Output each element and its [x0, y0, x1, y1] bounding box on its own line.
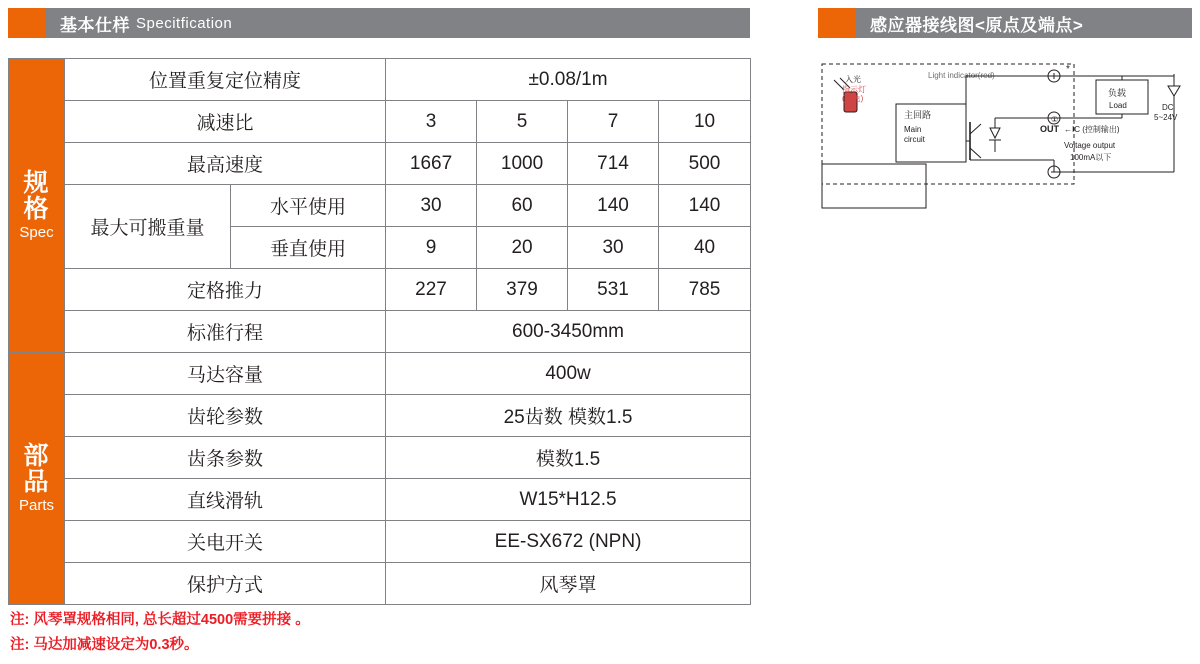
- row-label: 位置重复定位精度: [65, 59, 386, 101]
- specification-table: [8, 58, 751, 605]
- table-row: [9, 563, 751, 605]
- spec-header-title-cn: 基本仕样: [60, 15, 130, 35]
- row-value: EE-SX672 (NPN): [386, 521, 751, 563]
- row-label: 齿轮参数: [65, 395, 386, 437]
- row-value-cell: 30: [568, 227, 659, 269]
- table-row: [9, 185, 751, 227]
- side-label-parts: [9, 353, 65, 605]
- row-value-cell: 785: [659, 269, 751, 311]
- row-value-cell: 714: [568, 143, 659, 185]
- row-value-cell: 20: [477, 227, 568, 269]
- side-label-parts-cn: 部品: [23, 442, 50, 497]
- table-row: [9, 395, 751, 437]
- row-value-cell: 531: [568, 269, 659, 311]
- table-row: [9, 59, 751, 101]
- row-value-cell: 40: [659, 227, 751, 269]
- row-label: 齿条参数: [65, 437, 386, 479]
- row-label: 最高速度: [65, 143, 386, 185]
- wiring-section-header: [818, 8, 1192, 38]
- row-value-cell: 10: [659, 101, 751, 143]
- side-label-spec-en: Spec: [19, 224, 54, 242]
- terminal-out-glyph: ①: [1051, 115, 1059, 124]
- label-ic-control: ←IC (控制输出): [1064, 125, 1120, 134]
- accent-swatch-spec: [8, 8, 46, 38]
- label-main-circuit-cn: 主回路: [904, 110, 932, 120]
- spec-header-bar: [46, 8, 750, 38]
- label-dc: DC: [1162, 103, 1174, 112]
- label-dc-range: 5~24V: [1154, 113, 1178, 122]
- row-value-cell: 30: [386, 185, 477, 227]
- row-label-max-load: 最大可搬重量: [65, 185, 231, 269]
- dc-source-icon: [1168, 86, 1180, 96]
- table-row: [9, 521, 751, 563]
- row-value: W15*H12.5: [386, 479, 751, 521]
- transistor-emitter-icon: [970, 148, 981, 158]
- row-value-cell: 3: [386, 101, 477, 143]
- label-indicator-red: (红色): [842, 94, 864, 103]
- row-label: 定格推力: [65, 269, 386, 311]
- row-value-cell: 60: [477, 185, 568, 227]
- row-value: 600-3450mm: [386, 311, 751, 353]
- row-value-cell: 5: [477, 101, 568, 143]
- label-load-cn: 负载: [1108, 88, 1127, 98]
- row-value: 25齿数 模数1.5: [386, 395, 751, 437]
- row-value-cell: 140: [659, 185, 751, 227]
- wiring-diagram-svg: [818, 56, 1192, 216]
- label-voltage-output: Voltage output: [1064, 141, 1116, 150]
- side-label-spec: [9, 59, 65, 353]
- notes-block: [10, 608, 750, 659]
- label-asterisk: *: [1066, 64, 1070, 75]
- row-value-cell: 1000: [477, 143, 568, 185]
- table-row: [9, 311, 751, 353]
- row-value: 风琴罩: [386, 563, 751, 605]
- wiring-header-title-cn: 感应器接线图<原点及端点>: [870, 15, 1084, 35]
- row-value: 模数1.5: [386, 437, 751, 479]
- table-row: [9, 143, 751, 185]
- row-value: ±0.08/1m: [386, 59, 751, 101]
- spec-header-title-en: Specitfication: [136, 14, 233, 32]
- table-row: [9, 353, 751, 395]
- row-value-cell: 379: [477, 269, 568, 311]
- row-value-cell: 1667: [386, 143, 477, 185]
- row-value-cell: 500: [659, 143, 751, 185]
- label-current: 100mA以下: [1070, 153, 1112, 162]
- row-label: 直线滑轨: [65, 479, 386, 521]
- table-row: [9, 479, 751, 521]
- sensor-wiring-diagram: [818, 56, 1192, 216]
- row-label: 保护方式: [65, 563, 386, 605]
- label-incident-light: 入光: [845, 75, 861, 84]
- row-value-cell: 7: [568, 101, 659, 143]
- row-value-cell: 227: [386, 269, 477, 311]
- table-row: [9, 101, 751, 143]
- diode-icon: [990, 128, 1000, 138]
- accent-swatch-wiring: [818, 8, 856, 38]
- spec-section-header: [8, 8, 750, 38]
- label-indicator-cn: 指示灯: [842, 85, 866, 94]
- row-label: 关电开关: [65, 521, 386, 563]
- label-load-en: Load: [1109, 101, 1127, 110]
- side-label-spec-cn: 规格: [23, 169, 50, 224]
- table-row: [9, 269, 751, 311]
- side-label-parts-en: Parts: [18, 497, 54, 515]
- table-row: [9, 437, 751, 479]
- sensor-body-outline: [822, 164, 926, 208]
- label-light-indicator: Light indicator(red): [928, 71, 995, 80]
- row-label: 标准行程: [65, 311, 386, 353]
- row-label: 减速比: [65, 101, 386, 143]
- label-main-circuit-en2: circuit: [904, 135, 925, 144]
- transistor-collector-icon: [970, 124, 981, 134]
- row-sublabel: 水平使用: [231, 185, 386, 227]
- row-value-cell: 9: [386, 227, 477, 269]
- row-label: 马达容量: [65, 353, 386, 395]
- note-line: 注: 马达加减速设定为0.3秒。: [10, 637, 199, 654]
- specification-table-wrapper: [8, 58, 750, 605]
- row-value: 400w: [386, 353, 751, 395]
- label-out: OUT: [1040, 124, 1059, 134]
- label-main-circuit-en1: Main: [904, 125, 922, 134]
- note-line: 注: 风琴罩规格相同, 总长超过4500需要拼接 。: [10, 612, 310, 628]
- row-sublabel: 垂直使用: [231, 227, 386, 269]
- row-value-cell: 140: [568, 185, 659, 227]
- wiring-header-bar: [856, 8, 1192, 38]
